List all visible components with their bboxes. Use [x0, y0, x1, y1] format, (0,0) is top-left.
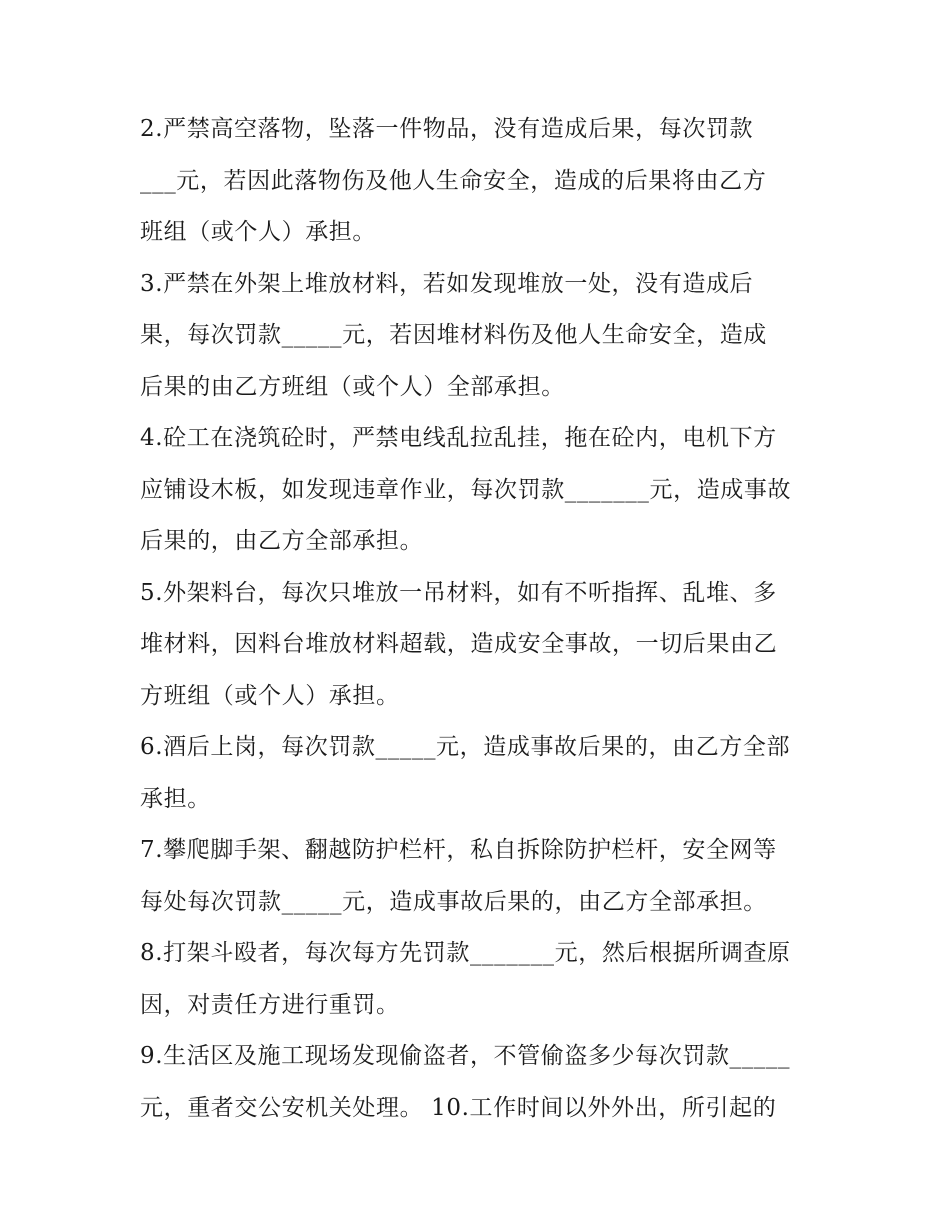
document-body: [140, 104, 820, 1134]
text-line: 承担。: [140, 785, 211, 812]
text-line: 5.外架料台，每次只堆放一吊材料，如有不听指挥、乱堆、多: [140, 579, 777, 606]
text-line: 应铺设木板，如发现违章作业，每次罚款_______元，造成事故: [140, 476, 792, 503]
text-line: 每处每次罚款_____元，造成事故后果的，由乙方全部承担。: [140, 888, 767, 915]
text-line: 后果的由乙方班组（或个人）全部承担。: [140, 373, 565, 400]
text-line: 因，对责任方进行重罚。: [140, 991, 400, 1018]
text-line: 9.生活区及施工现场发现偷盗者，不管偷盗多少每次罚款_____: [140, 1043, 791, 1069]
text-line: 6.酒后上岗，每次罚款_____元，造成事故后果的，由乙方全部: [140, 734, 791, 760]
text-line: 3.严禁在外架上堆放材料，若如发现堆放一处，没有造成后: [140, 270, 754, 297]
text-line: 方班组（或个人）承担。: [140, 682, 400, 709]
text-line: 班组（或个人）承担。: [140, 219, 376, 245]
text-line: ___元，若因此落物伤及他人生命安全，造成的后果将由乙方: [140, 167, 767, 194]
text-line: 堆材料，因料台堆放材料超载，造成安全事故，一切后果由乙: [140, 631, 778, 657]
text-line: 果，每次罚款_____元，若因堆材料伤及他人生命安全，造成: [140, 322, 767, 348]
text-line: 8.打架斗殴者，每次每方先罚款_______元，然后根据所调查原: [140, 940, 791, 966]
text-line: 4.砼工在浇筑砼时，严禁电线乱拉乱挂，拖在砼内，电机下方: [140, 425, 777, 451]
text-line: 元，重者交公安机关处理。 10.工作时间以外外出，所引起的: [140, 1094, 777, 1121]
text-line: 2.严禁高空落物，坠落一件物品，没有造成后果，每次罚款: [140, 116, 754, 142]
text-line: 后果的，由乙方全部承担。: [140, 528, 424, 554]
text-line: 7.攀爬脚手架、翻越防护栏杆，私自拆除防护栏杆，安全网等: [140, 837, 777, 863]
